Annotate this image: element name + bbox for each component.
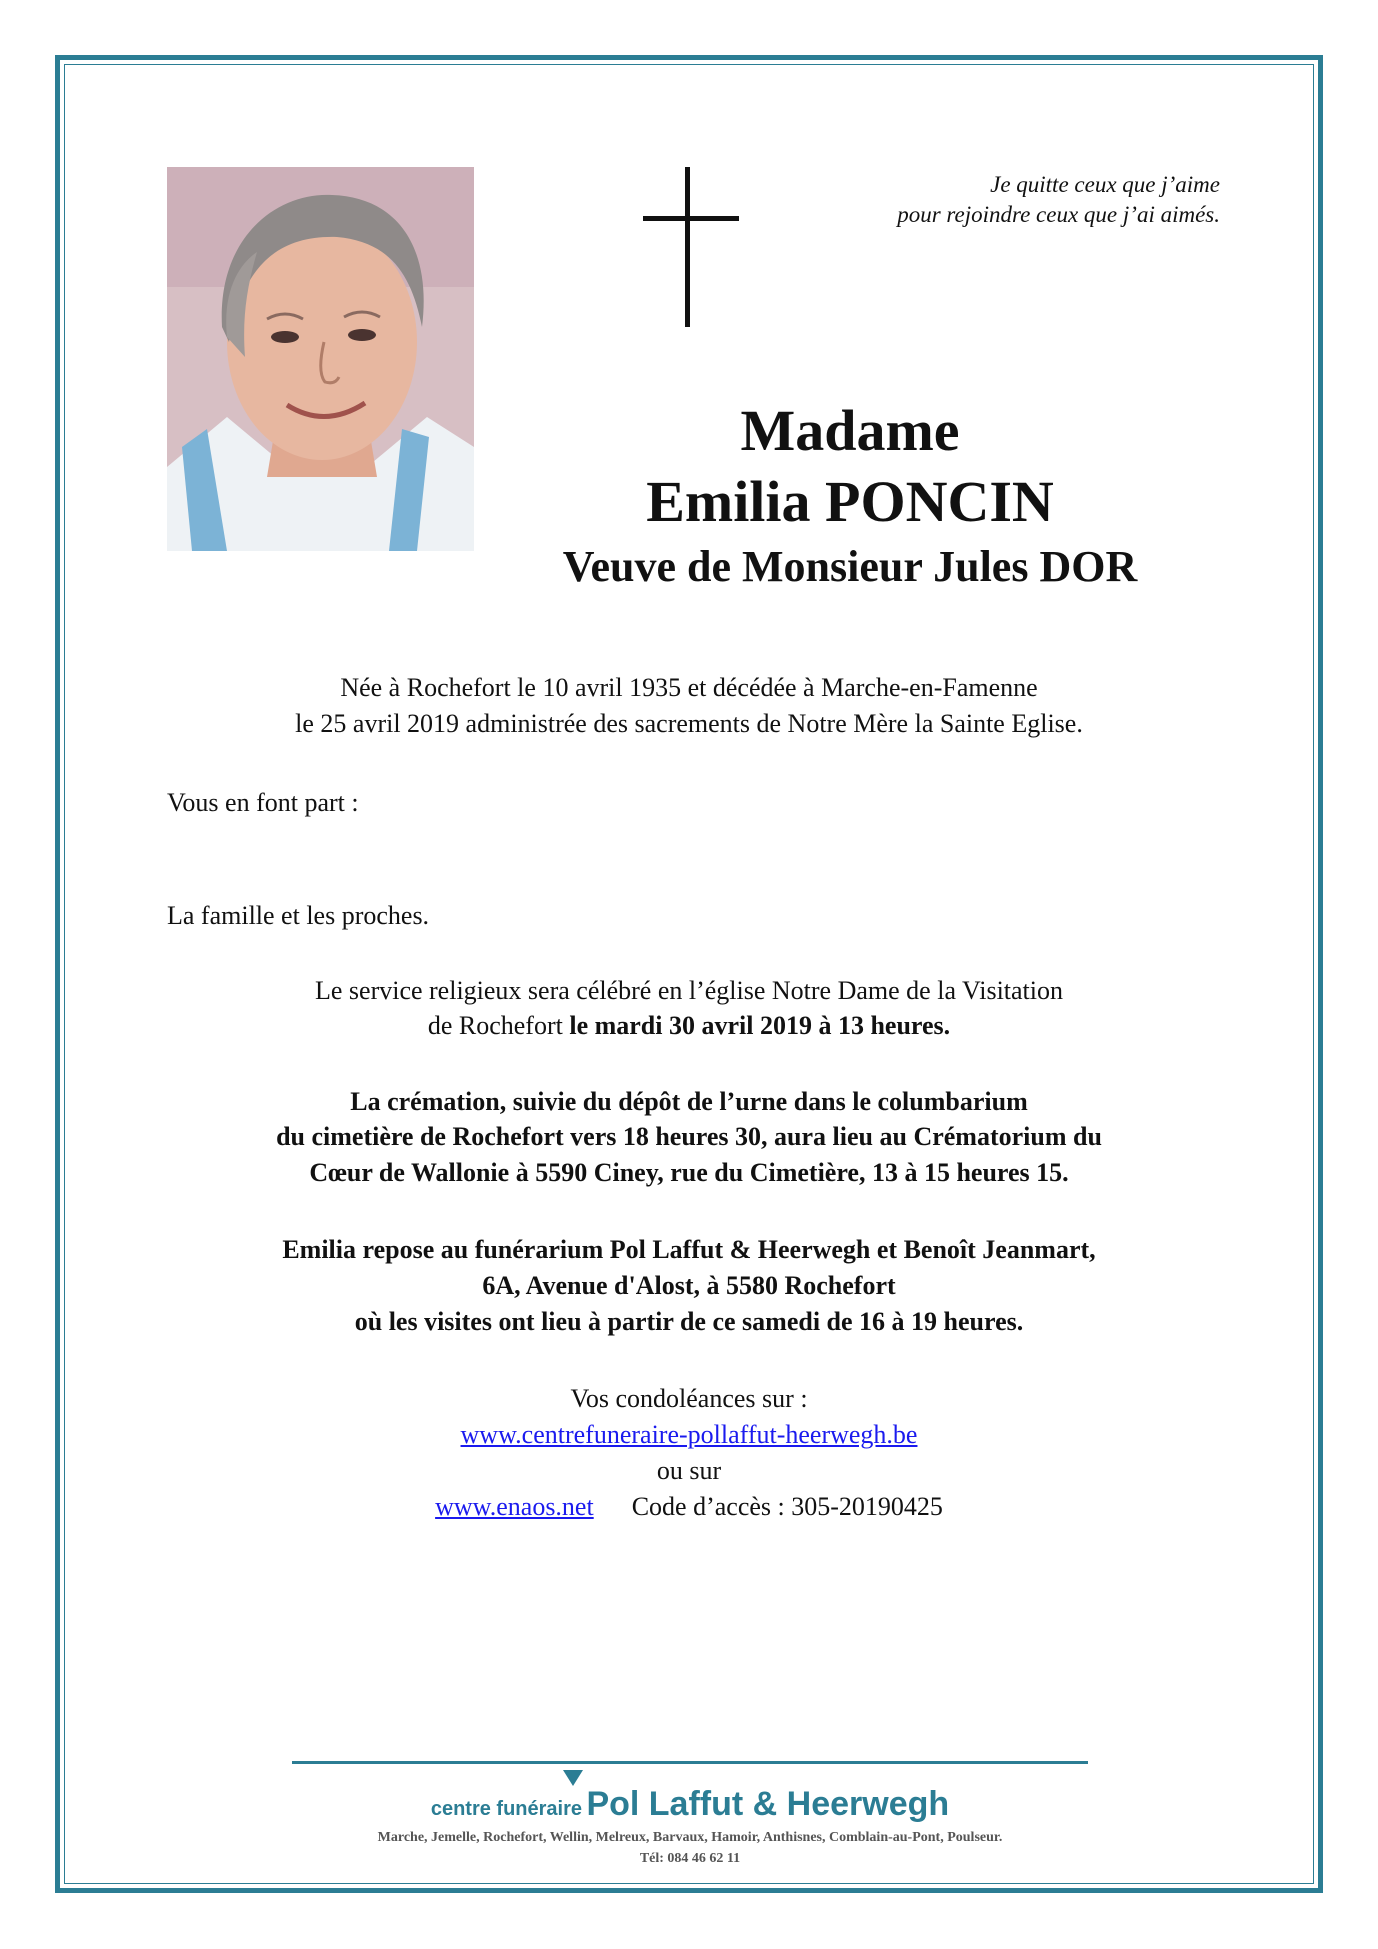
condolences-link-row [140,1418,1238,1451]
birth-death-line-1: Née à Rochefort le 10 avril 1935 et décédée à Marche-en-Famenne [340,673,1038,702]
condolences-intro: Vos condoléances sur : [570,1384,808,1413]
triangle-down-icon [563,1770,583,1786]
funerarium-line-3: où les visites ont lieu à partir de ce samedi de 16 à 19 heures. [354,1307,1024,1336]
birth-death-line-2: le 25 avril 2019 administrée des sacrements de Notre Mère la Sainte Eglise. [295,709,1083,738]
funeral-center-link[interactable]: www.centrefuneraire-pollaffut-heerwegh.be [460,1420,918,1449]
announcement: Vous en font part : [167,788,359,817]
family-signature: La famille et les proches. [167,901,430,930]
deceased-title [480,396,1220,596]
cremation-line-3: Cœur de Wallonie à 5590 Ciney, rue du Cimetière, 13 à 15 heures 15. [309,1158,1069,1187]
service-place: de Rochefort [427,1011,570,1040]
footer-divider [292,1761,1088,1764]
epigraph [720,170,1220,230]
honorific: Madame [740,398,960,463]
funerarium-line-2: 6A, Avenue d'Alost, à 5580 Rochefort [482,1271,896,1300]
portrait-photo [167,167,474,551]
service-line-2 [140,1009,1238,1042]
funeral-home-logo [292,1785,1088,1824]
brand-name: Pol Laffut & Heerwegh [586,1785,950,1823]
epigraph-line-1: Je quitte ceux que j’aime [990,172,1220,197]
service-datetime: le mardi 30 avril 2019 à 13 heures. [569,1011,951,1040]
cremation-line-2: du cimetière de Rochefort vers 18 heures 30, aura lieu au Crématorium du [276,1122,1102,1151]
enaos-link[interactable]: www.enaos.net [435,1492,594,1521]
access-code: Code d’accès : 305-20190425 [631,1492,943,1521]
cremation-line-1: La crémation, suivie du dépôt de l’urne dans le columbarium [350,1087,1028,1116]
funerarium-line-1: Emilia repose au funérarium Pol Laffut & Heerwegh et Benoît Jeanmart, [282,1235,1096,1264]
enaos-row [140,1490,1238,1523]
condolences-or: ou sur [656,1456,722,1485]
footer-phone: Tél: 084 46 62 11 [639,1851,741,1866]
epigraph-line-2: pour rejoindre ceux que j’ai aimés. [897,202,1220,227]
footer-locations: Marche, Jemelle, Rochefort, Wellin, Melreux, Barvaux, Hamoir, Anthisnes, Comblain-au-Pont, Poulseur. [377,1830,1003,1845]
service-line-1: Le service religieux sera célébré en l’église Notre Dame de la Visitation [314,976,1064,1005]
brand-subtitle: centre funéraire [430,1798,582,1820]
spouse-line: Veuve de Monsieur Jules DOR [562,542,1138,591]
deceased-name: Emilia PONCIN [646,469,1054,534]
